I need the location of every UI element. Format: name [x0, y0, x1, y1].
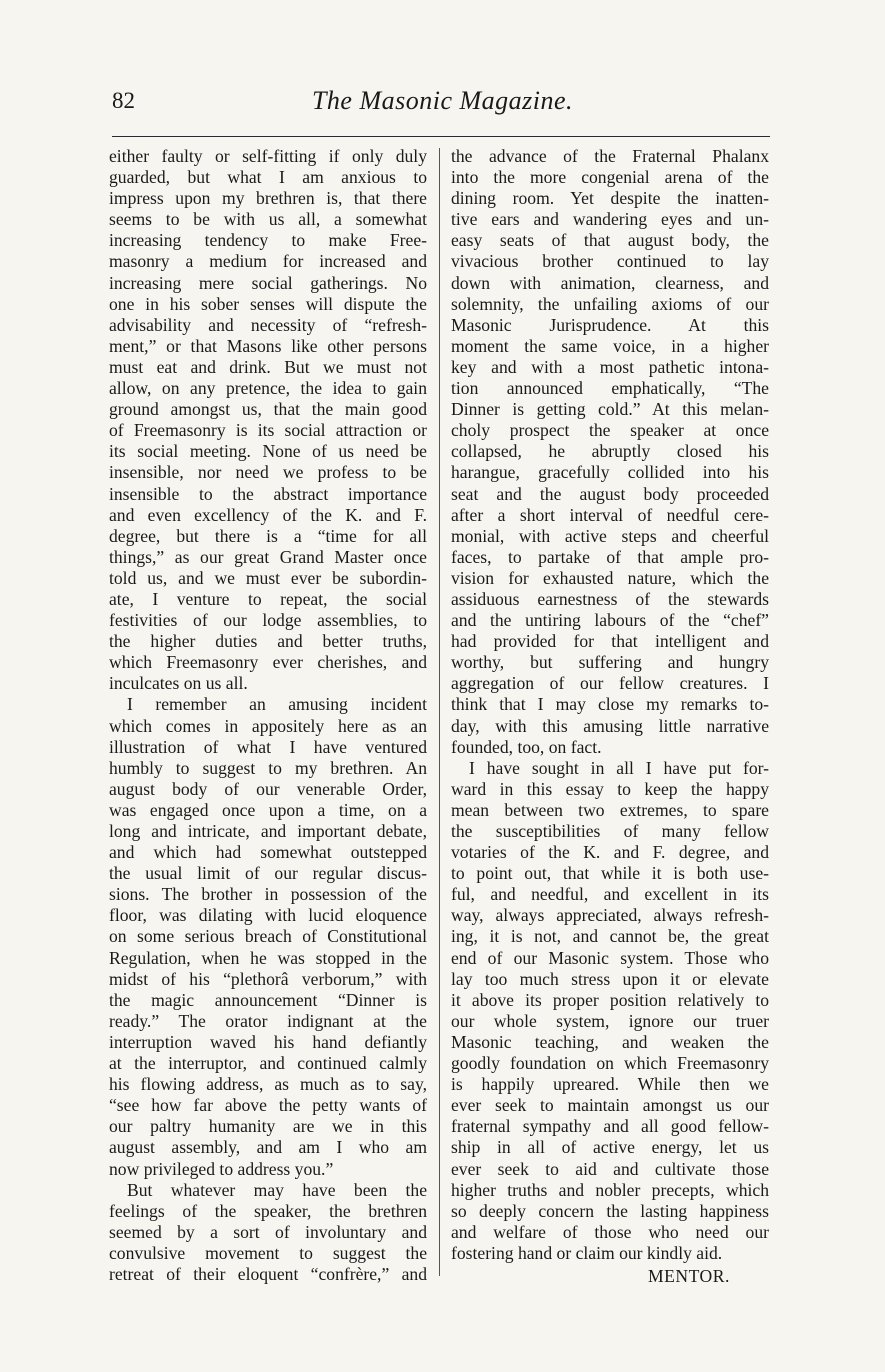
text-line: convulsive movement to suggest the	[109, 1242, 427, 1263]
text-line: sions. The brother in possession of the	[109, 884, 427, 905]
text-line: allow, on any pretence, the idea to gain	[109, 378, 427, 399]
text-line: so deeply concern the lasting happiness	[451, 1200, 769, 1221]
right-column	[451, 146, 769, 1264]
text-line: at the interruptor, and continued calmly	[109, 1053, 427, 1074]
text-line: insensible, nor need we profess to be	[109, 462, 427, 483]
text-line: dining room. Yet despite the inatten-	[451, 188, 769, 209]
column-divider	[439, 148, 440, 1276]
text-line: vision for exhausted nature, which the	[451, 567, 769, 588]
left-column	[109, 146, 427, 1285]
text-line: aggregation of our fellow creatures. I	[451, 673, 769, 694]
text-line: ing, it is not, and cannot be, the great	[451, 926, 769, 947]
text-line: tive ears and wandering eyes and un-	[451, 209, 769, 230]
text-line: had provided for that intelligent and	[451, 631, 769, 652]
text-line: votaries of the K. and F. degree, and	[451, 842, 769, 863]
text-line: ate, I venture to repeat, the social	[109, 588, 427, 609]
author-signature: MENTOR.	[648, 1266, 730, 1286]
text-line: must eat and drink. But we must not	[109, 356, 427, 377]
text-line: the usual limit of our regular discus-	[109, 863, 427, 884]
text-line: founded, too, on fact.	[451, 736, 602, 757]
text-line: our whole system, ignore our truer	[451, 1010, 769, 1031]
text-line: But whatever may have been the	[127, 1179, 427, 1200]
text-line: monial, with active steps and cheerful	[451, 525, 769, 546]
text-line: tion announced emphatically, “The	[451, 378, 769, 399]
text-line: august body of our venerable Order,	[109, 778, 427, 799]
text-line: of Freemasonry is its social attraction or	[109, 420, 427, 441]
text-line: it above its proper position relatively to	[451, 989, 769, 1010]
text-line: august assembly, and am I who am	[109, 1137, 427, 1158]
text-line: ship in all of active energy, let us	[451, 1137, 769, 1158]
text-line: guarded, but what I am anxious to	[109, 167, 427, 188]
text-line: told us, and we must ever be subordin-	[109, 567, 427, 588]
text-line: and the untiring labours of the “chef”	[451, 610, 769, 631]
text-line: seems to be with us all, a somewhat	[109, 209, 427, 230]
text-line: illustration of what I have ventured	[109, 736, 427, 757]
text-line: inculcates on us all.	[109, 673, 248, 694]
text-line: the magic announcement “Dinner is	[109, 989, 427, 1010]
text-line: his flowing address, as much as to say,	[109, 1074, 427, 1095]
text-line: ment,” or that Masons like other persons	[109, 335, 427, 356]
text-line: “see how far above the petty wants of	[109, 1095, 427, 1116]
text-line: retreat of their eloquent “confrère,” and	[109, 1263, 427, 1284]
text-line: our paltry humanity are we in this	[109, 1116, 427, 1137]
text-line: after a short interval of needful cere-	[451, 504, 769, 525]
text-line: solemnity, the unfailing axioms of our	[451, 293, 769, 314]
text-line: which Freemasonry ever cherishes, and	[109, 652, 427, 673]
text-line: collapsed, he abruptly closed his	[451, 441, 769, 462]
text-line: and even excellency of the K. and F.	[109, 504, 427, 525]
text-line: Dinner is getting cold.” At this melan-	[451, 399, 769, 420]
header-rule	[112, 136, 770, 137]
text-line: into the more congenial arena of the	[451, 167, 769, 188]
text-line: midst of his “plethorâ verborum,” with	[109, 968, 427, 989]
text-line: fraternal sympathy and all good fellow-	[451, 1116, 769, 1137]
text-line: festivities of our lodge assemblies, to	[109, 610, 427, 631]
text-line: goodly foundation on which Freemasonry	[451, 1053, 769, 1074]
text-line: one in his sober senses will dispute the	[109, 293, 427, 314]
text-line: ever seek to aid and cultivate those	[451, 1158, 769, 1179]
text-line: advisability and necessity of “refresh-	[109, 314, 427, 335]
text-line: seemed by a sort of involuntary and	[109, 1221, 427, 1242]
text-line: masonry a medium for increased and	[109, 251, 427, 272]
text-line: increasing tendency to make Free-	[109, 230, 427, 251]
text-line: the higher duties and better truths,	[109, 631, 427, 652]
text-line: interruption waved his hand defiantly	[109, 1031, 427, 1052]
text-line: either faulty or self-fitting if only duly	[109, 146, 427, 166]
text-line: down with animation, clearness, and	[451, 272, 769, 293]
text-line: increasing mere social gatherings. No	[109, 272, 427, 293]
text-line: I have sought in all I have put for-	[469, 757, 769, 778]
text-line: way, always appreciated, always refresh-	[451, 905, 769, 926]
text-line: ward in this essay to keep the happy	[451, 778, 769, 799]
text-line: lay too much stress upon it or elevate	[451, 968, 769, 989]
text-line: to point out, that while it is both use-	[451, 863, 769, 884]
text-line: ful, and needful, and excellent in its	[451, 884, 769, 905]
text-line: assiduous earnestness of the stewards	[451, 588, 769, 609]
text-line: insensible to the abstract importance	[109, 483, 427, 504]
text-line: humbly to suggest to my brethren. An	[109, 757, 427, 778]
text-line: seat and the august body proceeded	[451, 483, 769, 504]
text-line: now privileged to address you.”	[109, 1158, 334, 1179]
text-line: think that I may close my remarks to-	[451, 694, 769, 715]
text-line: key and with a most pathetic intona-	[451, 356, 769, 377]
text-line: things,” as our great Grand Master once	[109, 546, 427, 567]
text-line: higher truths and nobler precepts, which	[451, 1179, 769, 1200]
text-line: ready.” The orator indignant at the	[109, 1010, 427, 1031]
text-line: harangue, gracefully collided into his	[451, 462, 769, 483]
text-line: degree, but there is a “time for all	[109, 525, 427, 546]
text-line: end of our Masonic system. Those who	[451, 947, 769, 968]
text-line: the susceptibilities of many fellow	[451, 821, 769, 841]
text-line: impress upon my brethren is, that there	[109, 188, 427, 209]
text-line: Masonic teaching, and weaken the	[451, 1031, 769, 1052]
text-line: fostering hand or claim our kindly aid.	[451, 1242, 723, 1263]
text-line: Masonic Jurisprudence. At this	[451, 314, 769, 335]
text-line: on some serious breach of Constitutional	[109, 926, 427, 947]
text-line: choly prospect the speaker at once	[451, 420, 769, 441]
text-line: the advance of the Fraternal Phalanx	[451, 146, 769, 166]
text-line: was engaged once upon a time, on a	[109, 799, 427, 820]
text-line: which comes in appositely here as an	[109, 715, 427, 736]
text-line: floor, was dilating with lucid eloquence	[109, 905, 427, 926]
text-line: feelings of the speaker, the brethren	[109, 1200, 427, 1221]
text-line: and welfare of those who need our	[451, 1221, 769, 1242]
text-line: I remember an amusing incident	[127, 694, 427, 715]
text-line: and which had somewhat outstepped	[109, 842, 427, 863]
running-head-title: The Masonic Magazine.	[311, 86, 574, 115]
text-line: long and intricate, and important debate,	[109, 821, 427, 841]
text-line: is happily upreared. While then we	[451, 1074, 769, 1095]
text-line: day, with this amusing little narrative	[451, 715, 769, 736]
text-line: mean between two extremes, to spare	[451, 799, 769, 820]
text-line: faces, to partake of that ample pro-	[451, 546, 769, 567]
text-line: vivacious brother continued to lay	[451, 251, 769, 272]
text-line: its social meeting. None of us need be	[109, 441, 427, 462]
text-line: easy seats of that august body, the	[451, 230, 769, 251]
page-number: 82	[112, 88, 135, 113]
text-line: worthy, but suffering and hungry	[451, 652, 769, 673]
text-line: Regulation, when he was stopped in the	[109, 947, 427, 968]
text-line: ground amongst us, that the main good	[109, 399, 427, 420]
text-line: moment the same voice, in a higher	[451, 335, 769, 356]
text-line: ever seek to maintain amongst us our	[451, 1095, 769, 1116]
